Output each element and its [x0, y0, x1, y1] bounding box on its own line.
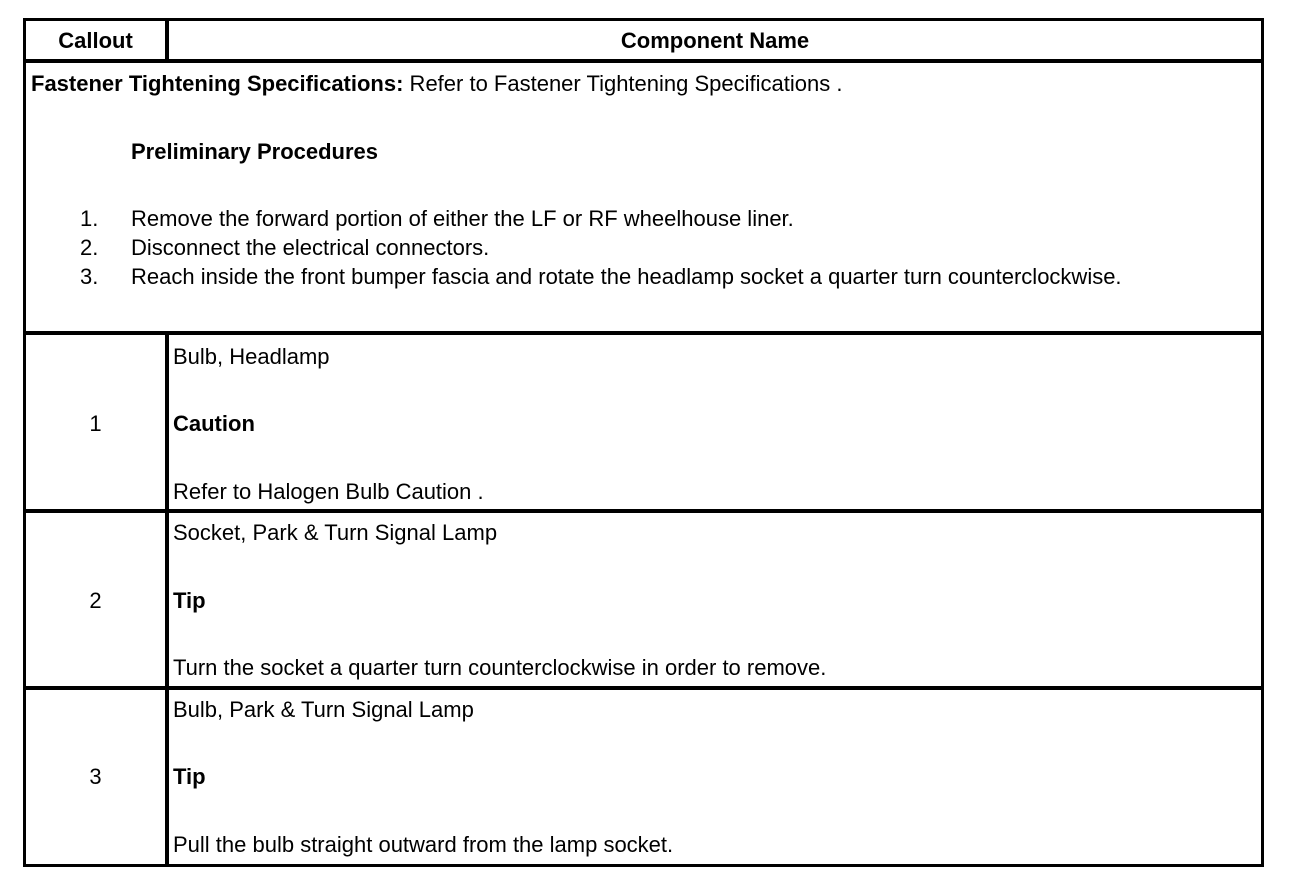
step-number: 3.: [80, 264, 99, 289]
row-1-divider: [26, 509, 1261, 513]
fastener-spec-text: Refer to Fastener Tightening Specifications .: [403, 71, 843, 96]
component-name-header: Component Name: [620, 28, 810, 53]
step-text: Reach inside the front bumper fascia and rotate the headlamp socket a quarter turn counterclockwise.: [131, 264, 1122, 289]
callout-number: 2: [89, 588, 102, 613]
preliminary-procedures-title: Preliminary Procedures: [131, 139, 379, 164]
fastener-spec-label: Fastener Tightening Specifications:: [31, 71, 404, 96]
procedure-table: [23, 18, 1264, 867]
callout-header: Callout: [58, 28, 133, 53]
note-text: Refer to Halogen Bulb Caution .: [173, 479, 484, 504]
note-title: Tip: [173, 588, 206, 613]
step-text: Remove the forward portion of either the LF or RF wheelhouse liner.: [131, 206, 794, 231]
callout-number: 1: [89, 411, 102, 436]
step-text: Disconnect the electrical connectors.: [131, 235, 490, 260]
component-name: Bulb, Park & Turn Signal Lamp: [173, 697, 474, 722]
intro-divider: [26, 331, 1261, 335]
component-name: Socket, Park & Turn Signal Lamp: [173, 520, 498, 545]
note-text: Turn the socket a quarter turn counterclockwise in order to remove.: [173, 655, 827, 680]
row-2-divider: [26, 686, 1261, 690]
note-text: Pull the bulb straight outward from the lamp socket.: [173, 832, 674, 857]
step-number: 2.: [80, 235, 99, 260]
note-title: Tip: [173, 764, 206, 789]
step-number: 1.: [80, 206, 99, 231]
header-divider: [26, 59, 1261, 63]
rows-column-divider: [165, 331, 169, 864]
note-title: Caution: [173, 411, 255, 436]
component-name: Bulb, Headlamp: [173, 344, 330, 369]
callout-number: 3: [89, 764, 102, 789]
fastener-spec-line: [31, 71, 842, 97]
